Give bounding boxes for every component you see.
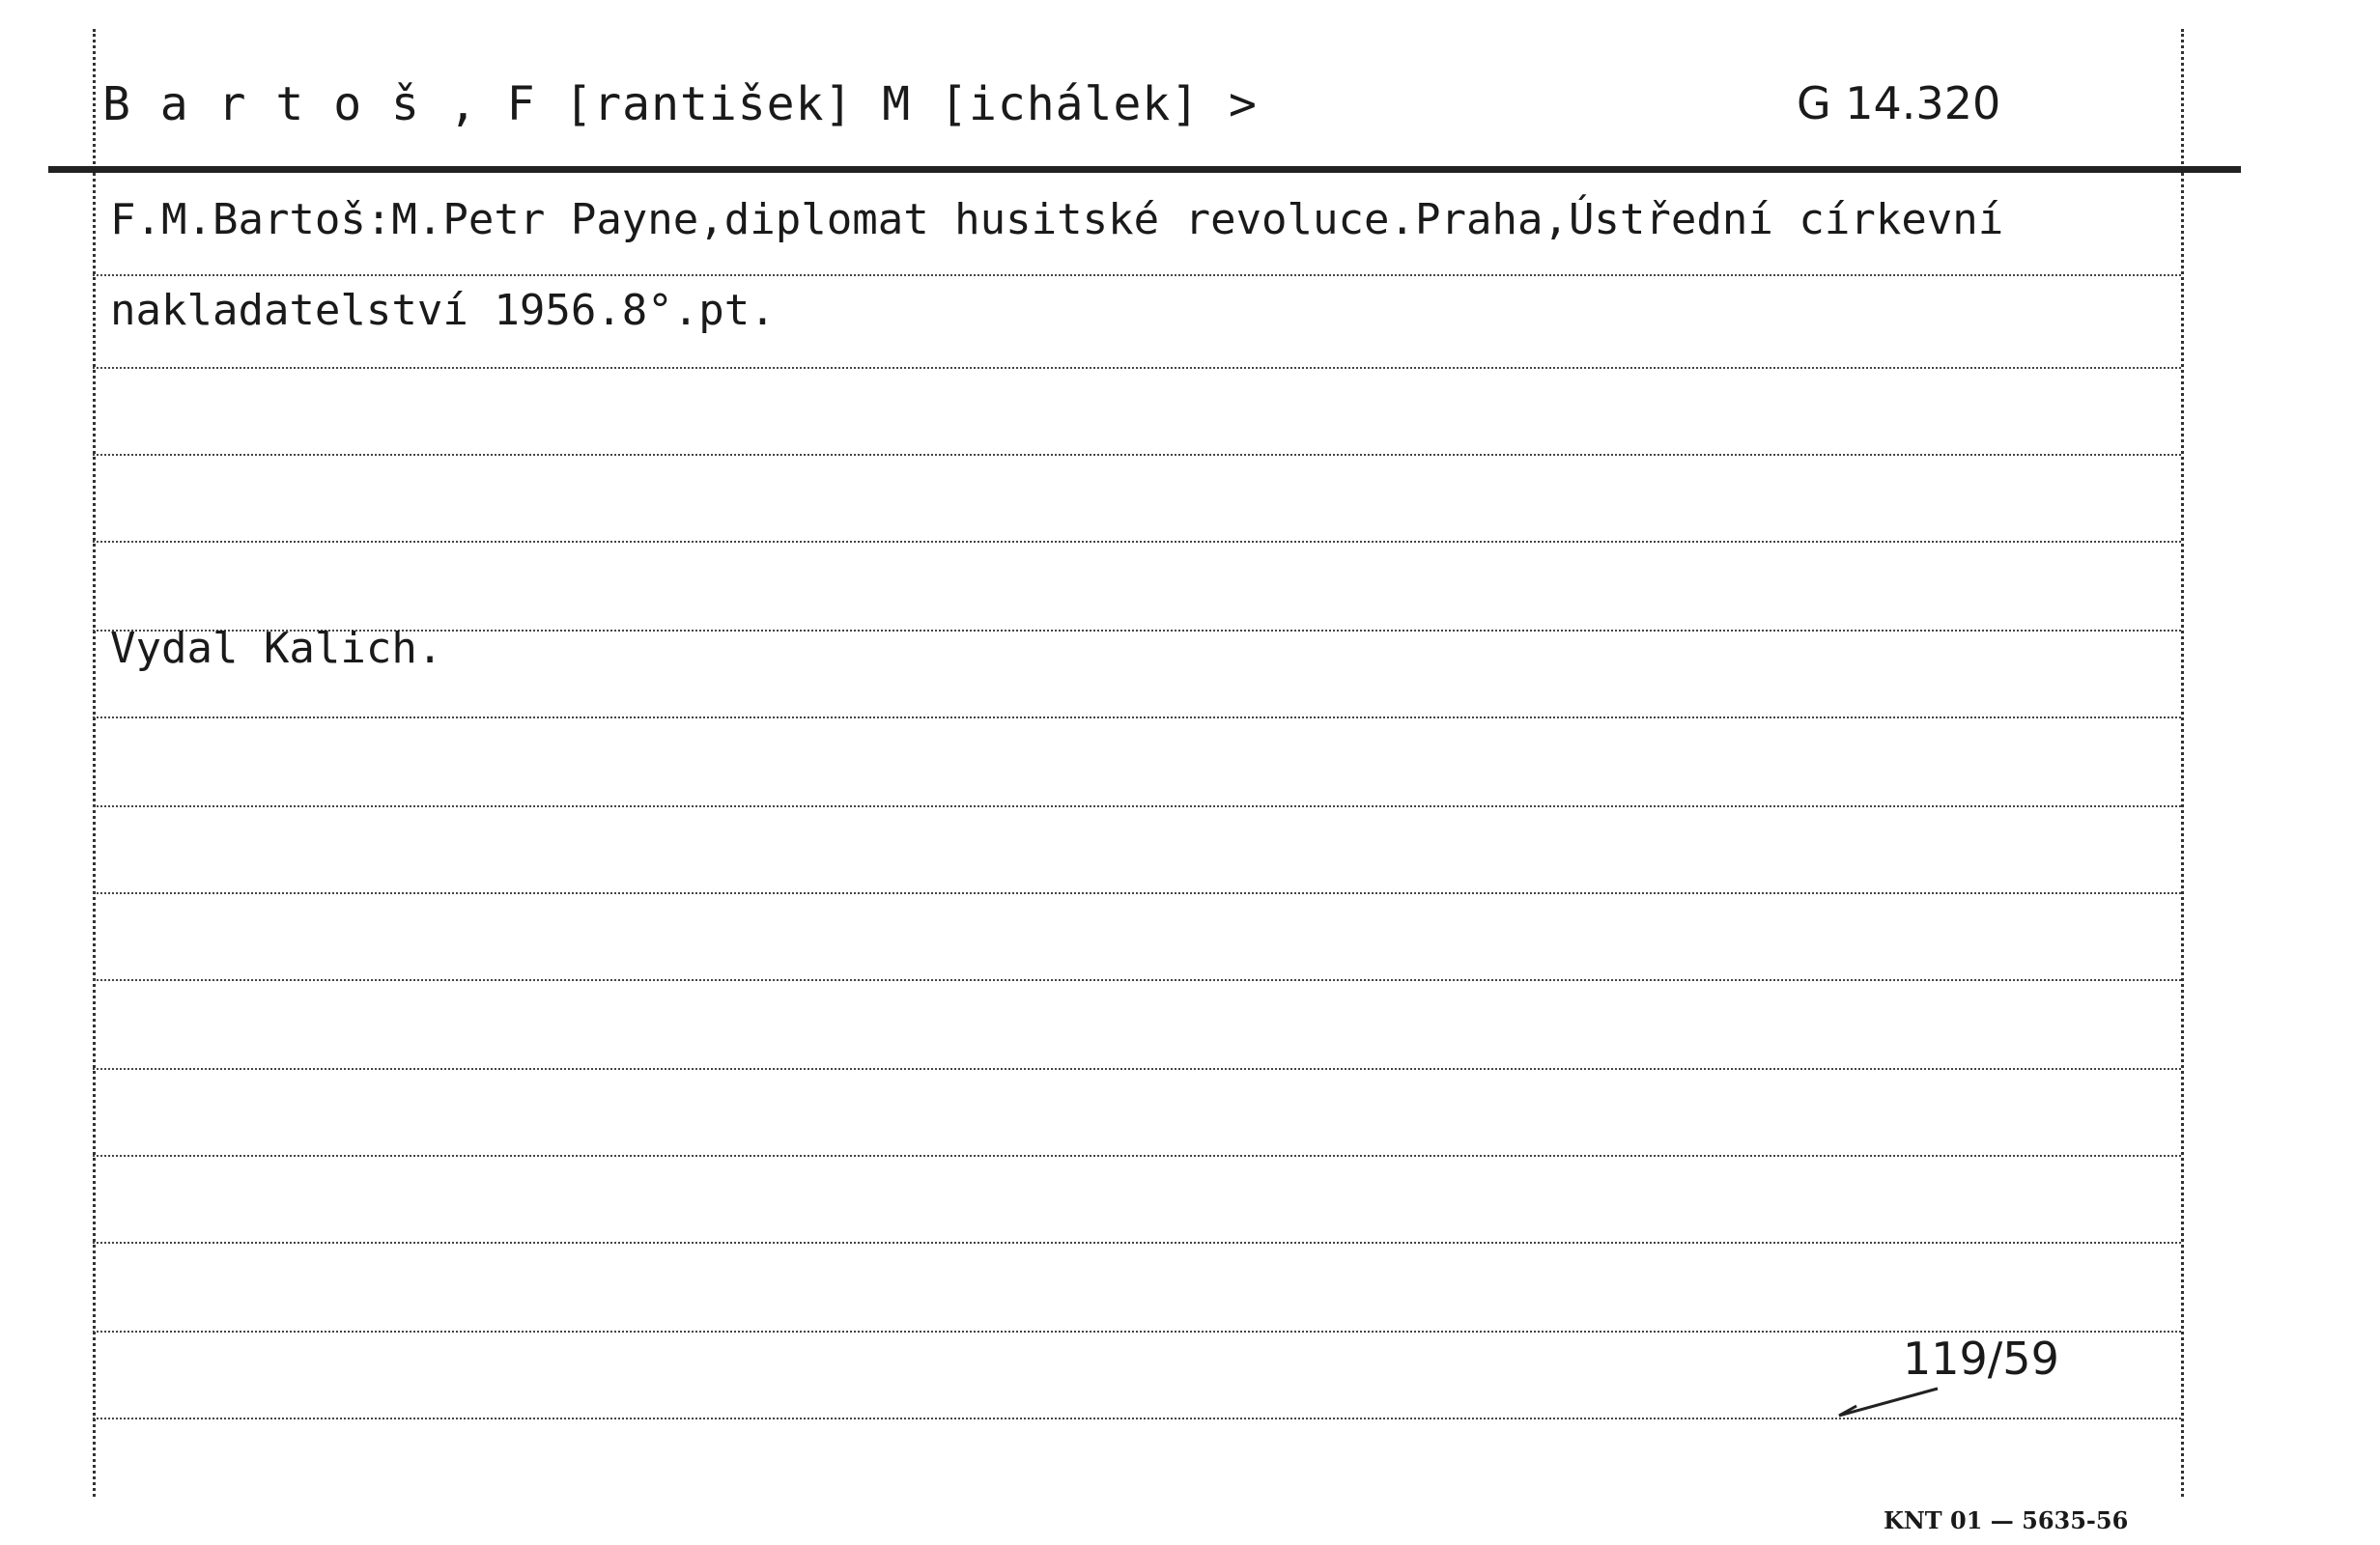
ruled-line bbox=[93, 1242, 2181, 1244]
ruled-line bbox=[93, 274, 2181, 276]
ruled-line bbox=[93, 367, 2181, 369]
publisher-note: Vydal Kalich. bbox=[110, 624, 443, 673]
right-margin-line bbox=[2181, 29, 2184, 1497]
accession-number: 119/59 bbox=[1903, 1333, 2059, 1385]
ruled-line bbox=[93, 1155, 2181, 1157]
ruled-line bbox=[93, 805, 2181, 807]
ruled-line bbox=[93, 892, 2181, 894]
call-number: G 14.320 bbox=[1797, 77, 2001, 129]
card-heading: B a r t o š , F [rantišek] M [ichálek] > bbox=[102, 77, 1258, 131]
pencil-stroke-icon bbox=[1835, 1383, 1941, 1421]
left-margin-line bbox=[93, 29, 96, 1497]
citation-line-2: nakladatelství 1956.8°.pt. bbox=[110, 286, 776, 335]
ruled-line bbox=[93, 1068, 2181, 1070]
header-rule bbox=[48, 166, 2241, 173]
ruled-line bbox=[93, 716, 2181, 718]
ruled-line bbox=[93, 541, 2181, 543]
ruled-line bbox=[93, 979, 2181, 981]
ruled-line bbox=[93, 1331, 2181, 1333]
form-code: KNT 01 — 5635-56 bbox=[1884, 1506, 2129, 1534]
ruled-line bbox=[93, 454, 2181, 456]
citation-line-1: F.M.Bartoš:M.Petr Payne,diplomat husitské revoluce.Praha,Ústřední církevní bbox=[110, 195, 2004, 244]
